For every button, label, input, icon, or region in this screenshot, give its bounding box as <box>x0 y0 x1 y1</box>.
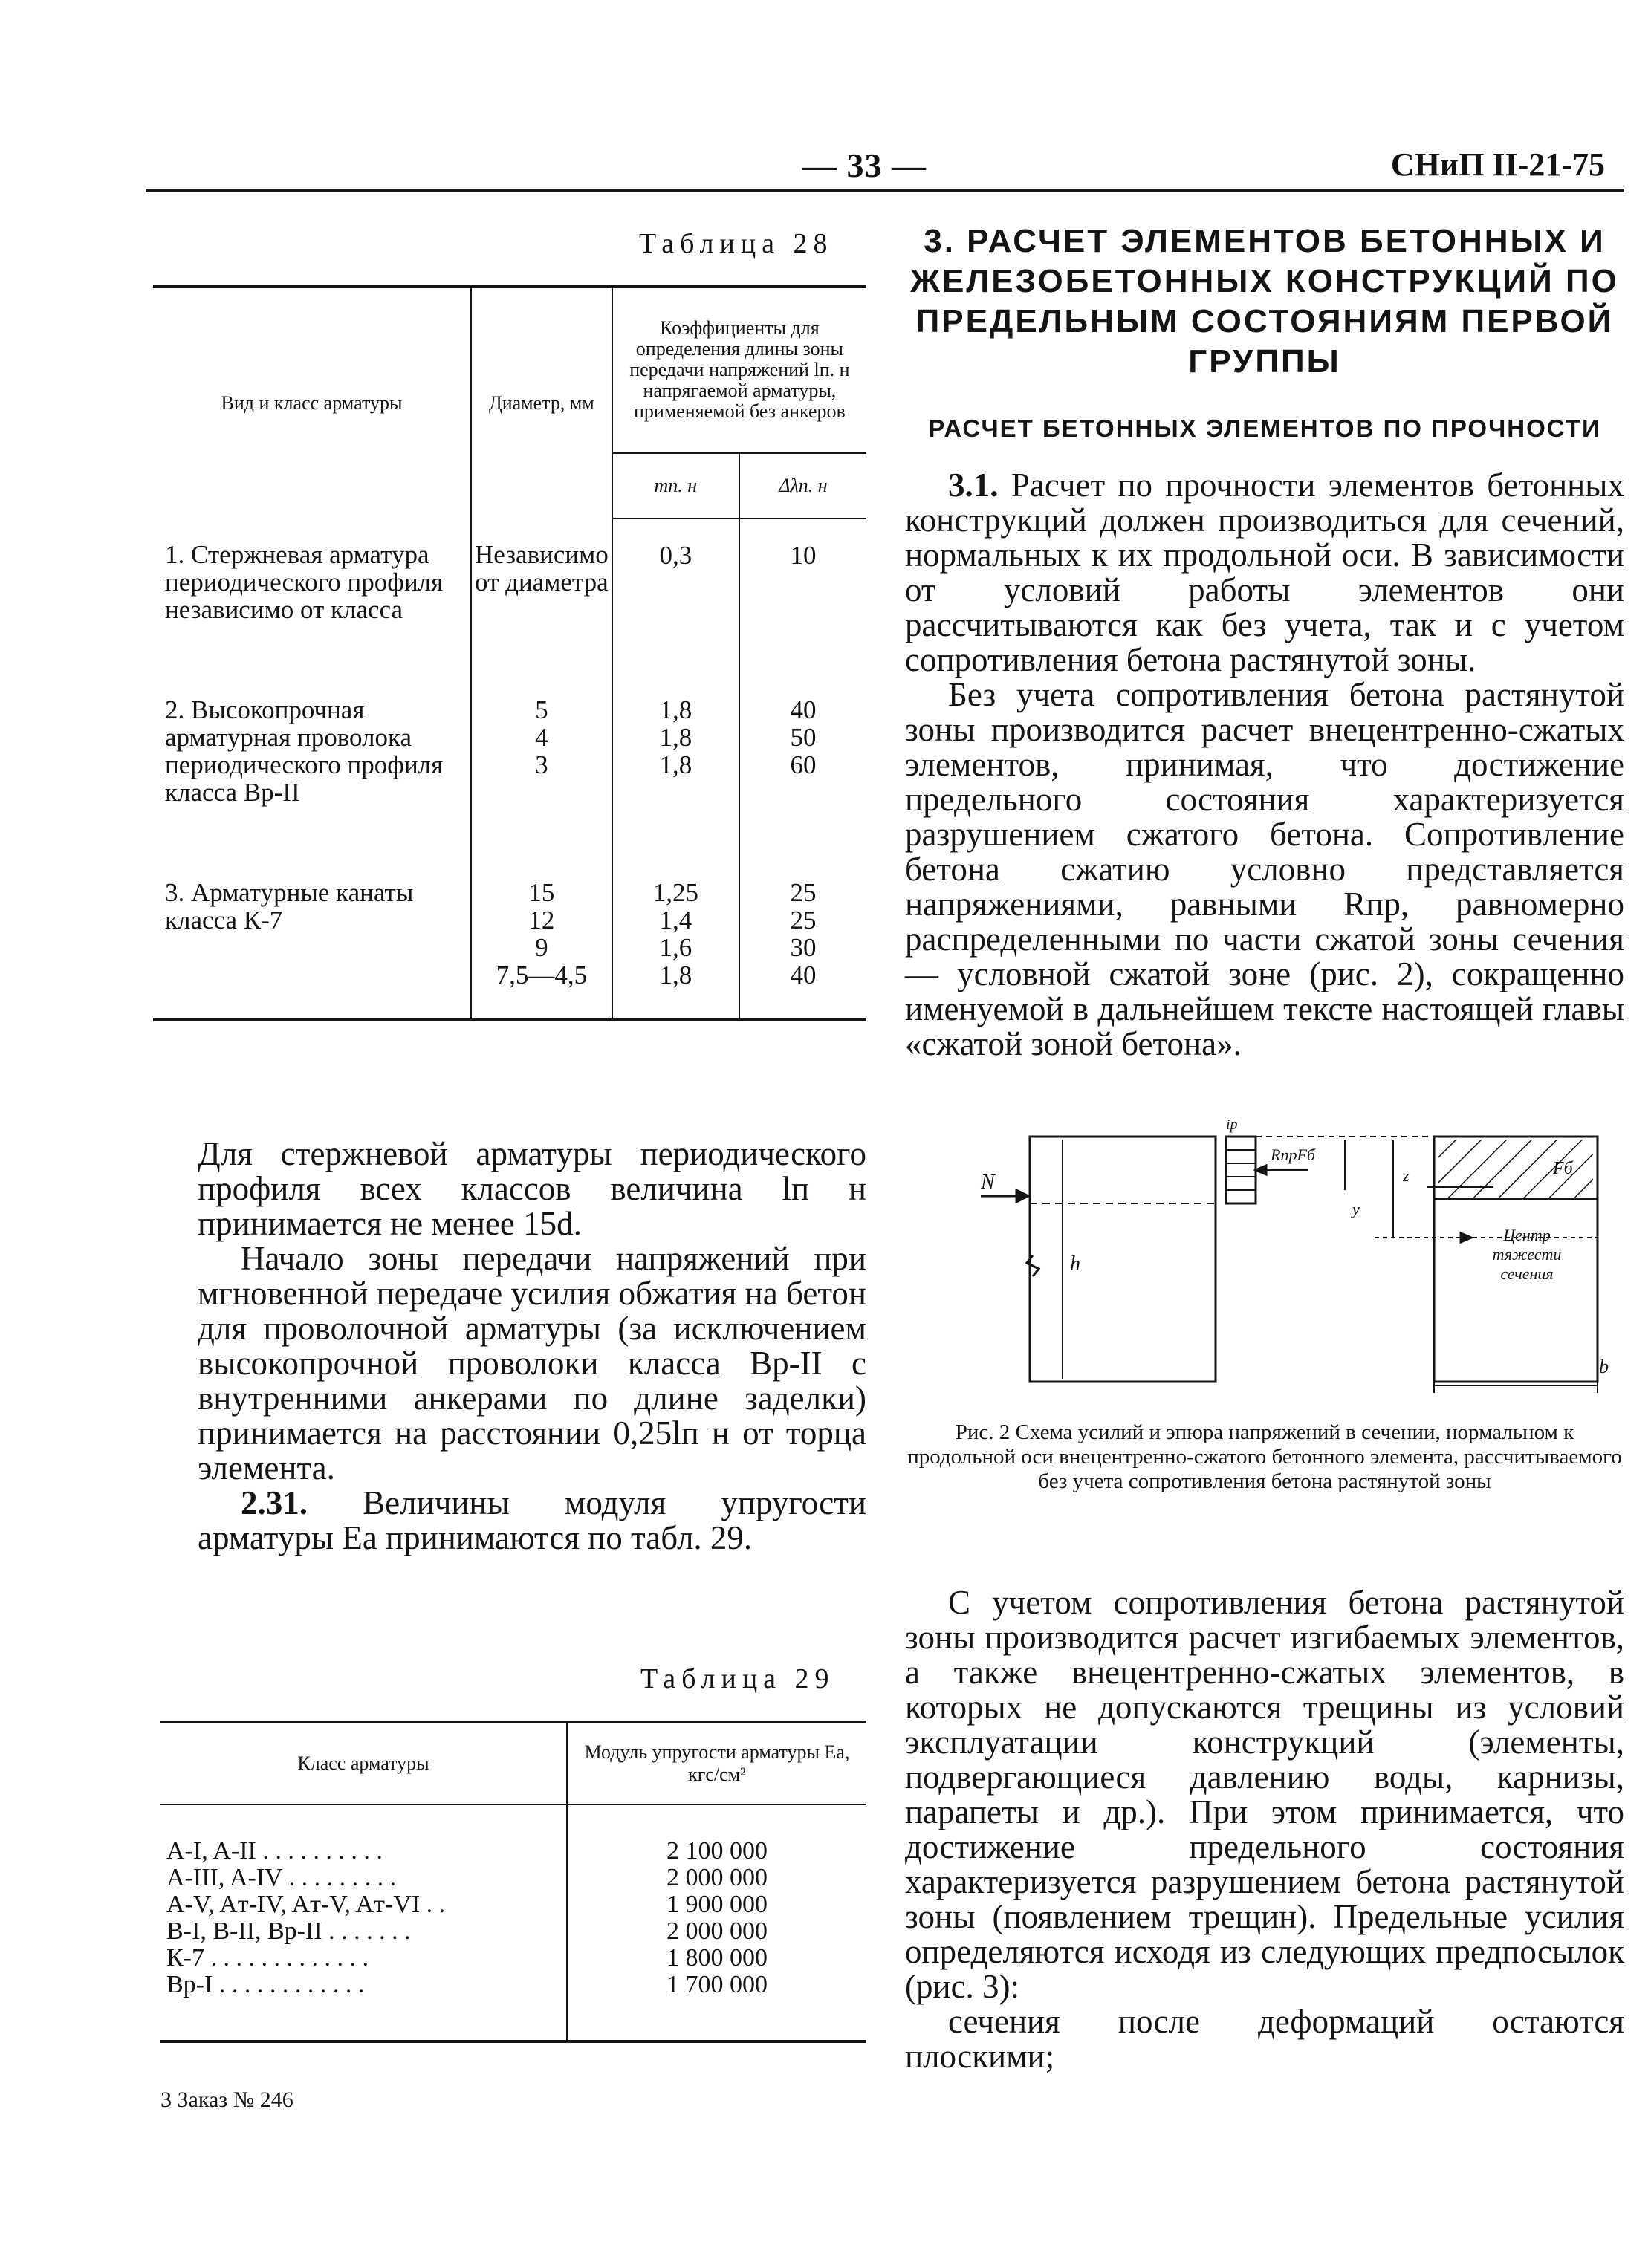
table28-cell-dl-value: 60 <box>790 750 817 779</box>
paragraph: С учетом сопротивления бетона растянутой зоны производится расчет изгибаемых элементов, а также внецентренно-сжатых элементов, в которых не допускаются трещины из условий эксплуатации конструкций (элементы, подвергающиеся давлению воды, карнизы, парапеты и др.). При этом принимается, что достижение предельного состояния характеризуется разрушением бетона растянутой зоны (появлением трещин). Предельные усилия определяются исходя из следующих предпосылок (рис. 3): <box>905 1584 1624 2005</box>
table28-cell-diameter <box>471 519 612 674</box>
table28-cell-dl-value: 40 <box>790 961 817 990</box>
table28-cell-diameter-value: 15 <box>528 878 555 907</box>
table29-cell-modulus: 1 700 000 <box>567 1972 866 2041</box>
table28-cell-dl <box>739 857 866 1020</box>
table28-caption: Таблица 28 <box>639 228 834 259</box>
table28-cell-dl-value: 25 <box>790 878 817 907</box>
table28-cell-diameter-value: 4 <box>535 723 548 752</box>
table28-cell-dl <box>739 674 866 857</box>
table28-header-coeff: Коэффициенты для определения длины зоны передачи напряжений lп. н напрягаемой арматуры, применяемой без анкеров <box>612 287 866 453</box>
table28-cell-m-value: 1,4 <box>659 906 692 935</box>
table29-row <box>160 1804 866 1865</box>
table28-cell-dl <box>739 519 866 674</box>
label-fb: Fб <box>1553 1159 1573 1178</box>
table28-cell-m-value: 1,8 <box>659 750 692 779</box>
table28-cell-diameter <box>471 857 612 1020</box>
document-code: СНиП II-21-75 <box>1390 146 1605 183</box>
label-centroid: Центр тяжести сечения <box>1492 1226 1562 1283</box>
table28-header-m: mп. н <box>612 453 739 519</box>
table-29 <box>160 1721 866 2043</box>
table29-cell-modulus: 1 800 000 <box>567 1945 866 1972</box>
footer-order: 3 Заказ № 246 <box>160 2087 293 2112</box>
table28-header-diameter: Диаметр, мм <box>471 287 612 519</box>
table28-row <box>153 519 866 674</box>
table29-cell-class: A-V, Aт-IV, Aт-V, Aт-VI . . <box>166 1891 446 1918</box>
subsection-title: РАСЧЕТ БЕТОННЫХ ЭЛЕМЕНТОВ ПО ПРОЧНОСТИ <box>928 415 1601 442</box>
label-b: b <box>1599 1356 1609 1377</box>
paragraph: Величины модуля упругости арматуры Eа принимаются по табл. 29. <box>198 1484 866 1556</box>
table28-cell-m-value: 1,6 <box>659 933 692 962</box>
table29-cell-modulus: 2 000 000 <box>567 1918 866 1945</box>
table28-cell-type: 3. Арматурные канаты класса К-7 <box>153 857 471 1020</box>
paragraph: Расчет по прочности элементов бетонных конструкций должен производиться для сечений, нормальных к их продольной оси. В зависимости от условий работы элементов они рассчитываются как без учета, так и с учетом сопротивления бетона растянутой зоны. <box>905 467 1624 678</box>
figure-2-caption: Рис. 2 Схема усилий и эпюра напряжений в сечении, нормальном к продольной оси внецентренно-сжатого бетонного элемента, рассчитываемого без учета сопротивления бетона растянутой зоны <box>907 1420 1622 1493</box>
label-ip: ip <box>1226 1117 1238 1133</box>
table29-cell-class: A-III, A-IV . . . . . . . . . <box>166 1865 397 1891</box>
label-y: y <box>1352 1200 1360 1218</box>
table29-cell-modulus: 2 000 000 <box>567 1865 866 1891</box>
table28-cell-dl-value: 25 <box>790 906 817 935</box>
table28-cell-m <box>612 857 739 1020</box>
table28-cell-m-value: 0,3 <box>659 541 692 570</box>
paragraph: Для стержневой арматуры периодического профиля всех классов величина lп н принимается не менее 15d. <box>198 1135 866 1242</box>
table29-header-class: Класс арматуры <box>160 1722 567 1804</box>
paragraph: Без учета сопротивления бетона растянутой зоны производится расчет внецентренно-сжатых элементов, принимая, что достижение предельного состояния характеризуется разрушением сжатого бетона. Сопротивление бетона сжатию условно представляется напряжениями, равными Rпр, равномерно распределенными по части сжатой зоны сечения — условной сжатой зоне (рис. 2), сокращенно именуемой в дальнейшем тексте настоящей главы «сжатой зоной бетона». <box>905 676 1624 1062</box>
right-text-block-2 <box>905 1585 1624 2074</box>
table28-cell-diameter-value: 7,5—4,5 <box>496 961 588 990</box>
table29-row <box>160 1972 866 2041</box>
table29-row <box>160 1891 866 1918</box>
section-title: 3. РАСЧЕТ ЭЛЕМЕНТОВ БЕТОННЫХ И ЖЕЛЕЗОБЕТОННЫХ КОНСТРУКЦИЙ ПО ПРЕДЕЛЬНЫМ СОСТОЯНИЯМ ПЕРВОЙ ГРУППЫ <box>910 223 1619 380</box>
clause-number: 3.1. <box>948 467 999 504</box>
label-h: h <box>1070 1252 1080 1276</box>
paragraph: Начало зоны передачи напряжений при мгновенной передаче усилия обжатия на бетон для проволочной арматуры (за исключением высокопрочной проволоки класса Вр-II с внутренними анкерами по длине заделки) принимается на расстоянии 0,25lп н от торца элемента. <box>198 1240 866 1486</box>
table29-header-modulus: Модуль упругости арматуры Eа, кгс/см² <box>567 1722 866 1804</box>
table28-cell-type: 2. Высокопрочная арматурная проволока периодического профиля класса Вр-II <box>153 674 471 857</box>
table29-cell-class: B-I, B-II, Вр-II . . . . . . . <box>166 1918 411 1945</box>
table28-cell-type: 1. Стержневая арматура периодического профиля независимо от класса <box>153 519 471 674</box>
table28-header-dl: Δλп. н <box>739 453 866 519</box>
table28-cell-m-value: 1,8 <box>659 695 692 724</box>
table28-cell-m <box>612 519 739 674</box>
left-text-block <box>198 1137 866 1556</box>
table28-cell-diameter-value: 9 <box>535 933 548 962</box>
right-text-block-1 <box>905 468 1624 1062</box>
table29-row <box>160 1945 866 1972</box>
table28-cell-diameter-value: Независимо от диаметра <box>474 540 609 597</box>
table28-cell-m <box>612 674 739 857</box>
table29-cell-class: A-I, A-II . . . . . . . . . . <box>166 1837 383 1865</box>
label-N: N <box>981 1171 995 1194</box>
table29-cell-modulus: 1 900 000 <box>567 1891 866 1918</box>
table28-cell-dl-value: 30 <box>790 933 817 962</box>
page-number: — 33 — <box>802 146 927 184</box>
table-28 <box>153 285 866 1021</box>
table29-cell-modulus: 2 100 000 <box>567 1804 866 1865</box>
paragraph: сечения после деформаций остаются плоскими; <box>905 2003 1624 2075</box>
table28-cell-dl-value: 40 <box>790 695 817 724</box>
table28-cell-dl-value: 10 <box>790 541 817 570</box>
table28-cell-m-value: 1,8 <box>659 723 692 752</box>
table29-cell-class: Вр-I . . . . . . . . . . . . <box>166 1972 365 1998</box>
table28-cell-diameter-value: 5 <box>535 695 548 724</box>
table29-row <box>160 1865 866 1891</box>
table29-cell-class: К-7 . . . . . . . . . . . . . <box>166 1945 369 1972</box>
figure-2-diagram <box>959 1107 1627 1404</box>
table28-row <box>153 674 866 857</box>
table28-cell-diameter <box>471 674 612 857</box>
label-z: z <box>1403 1166 1410 1185</box>
table28-cell-dl-value: 50 <box>790 723 817 752</box>
clause-number: 2.31. <box>241 1484 308 1521</box>
table28-cell-m-value: 1,25 <box>652 878 698 907</box>
table28-cell-m-value: 1,8 <box>659 961 692 990</box>
table28-cell-diameter-value: 12 <box>528 906 555 935</box>
table28-header-type: Вид и класс арматуры <box>153 287 471 519</box>
table29-caption: Таблица 29 <box>640 1663 835 1694</box>
table28-cell-diameter-value: 3 <box>535 750 548 779</box>
header-rule <box>146 189 1624 192</box>
table29-row <box>160 1918 866 1945</box>
label-force: RпрFб <box>1271 1146 1315 1164</box>
table28-row <box>153 857 866 1020</box>
